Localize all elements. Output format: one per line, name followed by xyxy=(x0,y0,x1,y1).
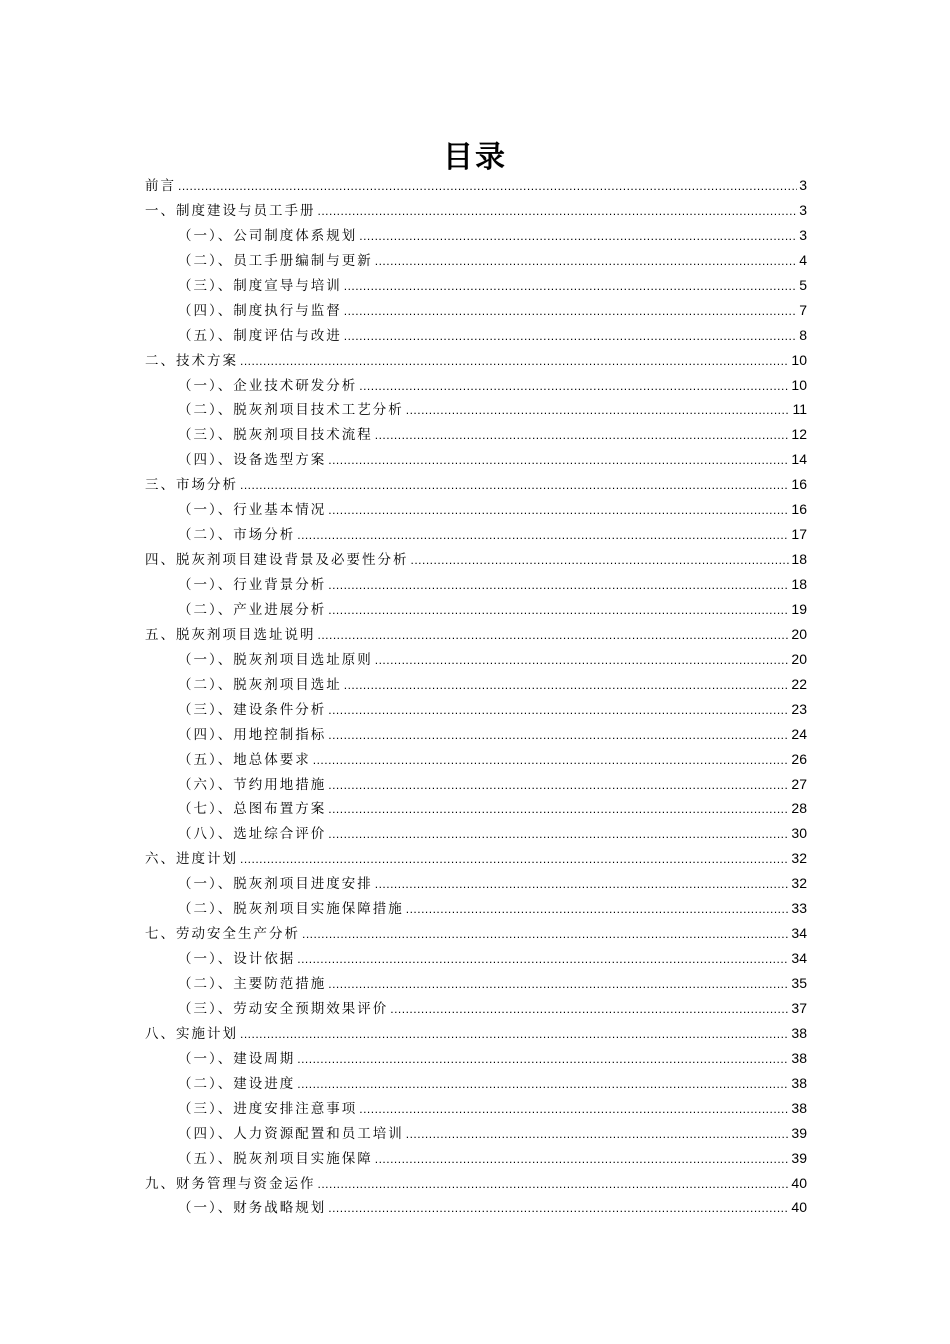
dot-leader xyxy=(240,1027,789,1041)
dot-leader xyxy=(375,653,790,667)
dot-leader xyxy=(328,503,789,517)
dot-leader xyxy=(328,603,789,617)
toc-entry-label: 二、技术方案 xyxy=(145,352,238,369)
toc-entry-label: （一）、设计依据 xyxy=(178,951,296,968)
toc-page-number: 20 xyxy=(791,625,807,642)
toc-entry-label: （二）、脱灰剂项目技术工艺分析 xyxy=(178,402,404,419)
dot-leader xyxy=(302,927,789,941)
toc-entry-label: （一）、财务战略规划 xyxy=(178,1200,327,1217)
toc-page-number: 12 xyxy=(791,426,807,443)
toc-subentry[interactable] xyxy=(145,1196,807,1221)
toc-page-number: 23 xyxy=(791,700,807,717)
toc-subentry[interactable] xyxy=(145,972,807,997)
dot-leader xyxy=(390,1002,789,1016)
toc-entry-label: （二）、建设进度 xyxy=(178,1075,296,1092)
dot-leader xyxy=(328,703,789,717)
toc-entry-label: （五）、脱灰剂项目实施保障 xyxy=(178,1150,373,1167)
toc-subentry[interactable] xyxy=(145,673,807,698)
toc-entry-label: （一）、脱灰剂项目选址原则 xyxy=(178,651,373,668)
dot-leader xyxy=(344,279,797,293)
toc-subentry[interactable] xyxy=(145,773,807,798)
toc-page-number: 26 xyxy=(791,750,807,767)
dot-leader xyxy=(406,902,790,916)
dot-leader xyxy=(375,254,797,268)
toc-page-number: 32 xyxy=(791,875,807,892)
toc-entry[interactable] xyxy=(145,847,807,872)
toc-page-number: 30 xyxy=(791,825,807,842)
toc-entry-label: （四）、设备选型方案 xyxy=(178,452,327,469)
toc-subentry[interactable] xyxy=(145,1147,807,1172)
dot-leader xyxy=(359,229,797,243)
dot-leader xyxy=(240,354,789,368)
toc-subentry[interactable] xyxy=(145,947,807,972)
toc-subentry[interactable] xyxy=(145,997,807,1022)
toc-entry[interactable] xyxy=(145,623,807,648)
dot-leader xyxy=(178,179,797,193)
toc-entry-label: 八、实施计划 xyxy=(145,1025,238,1042)
table-of-contents xyxy=(145,174,807,1221)
dot-leader xyxy=(411,553,790,567)
dot-leader xyxy=(240,478,789,492)
toc-subentry[interactable] xyxy=(145,1097,807,1122)
toc-entry[interactable] xyxy=(145,1022,807,1047)
toc-subentry[interactable] xyxy=(145,249,807,274)
toc-entry[interactable] xyxy=(145,922,807,947)
toc-entry-label: 六、进度计划 xyxy=(145,851,238,868)
toc-page-number: 18 xyxy=(791,551,807,568)
dot-leader xyxy=(297,528,789,542)
toc-page-number: 10 xyxy=(791,376,807,393)
dot-leader xyxy=(328,778,789,792)
toc-page-number: 3 xyxy=(799,201,807,218)
toc-subentry[interactable] xyxy=(145,224,807,249)
toc-entry-label: （三）、制度宣导与培训 xyxy=(178,277,342,294)
toc-page-number: 39 xyxy=(791,1124,807,1141)
toc-page-number: 20 xyxy=(791,650,807,667)
toc-entry-label: （一）、行业背景分析 xyxy=(178,577,327,593)
toc-subentry[interactable] xyxy=(145,872,807,897)
toc-entry-label: （三）、劳动安全预期效果评价 xyxy=(178,1000,389,1017)
toc-subentry[interactable] xyxy=(145,324,807,349)
toc-entry[interactable] xyxy=(145,548,807,573)
toc-entry-label: （三）、进度安排注意事项 xyxy=(178,1100,358,1117)
toc-page-number: 33 xyxy=(791,900,807,917)
toc-page-number: 28 xyxy=(791,800,807,817)
toc-subentry[interactable] xyxy=(145,648,807,673)
toc-entry-label: （四）、用地控制指标 xyxy=(178,726,327,743)
toc-entry-label: （五）、制度评估与改进 xyxy=(178,327,342,344)
toc-subentry[interactable] xyxy=(145,698,807,723)
toc-page-number: 38 xyxy=(791,1099,807,1116)
toc-entry-label: 七、劳动安全生产分析 xyxy=(145,926,300,943)
toc-entry-label: （二）、市场分析 xyxy=(178,527,296,544)
toc-entry-label: （三）、脱灰剂项目技术流程 xyxy=(178,427,373,444)
dot-leader xyxy=(406,1127,790,1141)
toc-subentry[interactable] xyxy=(145,573,807,598)
toc-page-number: 3 xyxy=(799,177,807,193)
dot-leader xyxy=(375,877,790,891)
dot-leader xyxy=(328,1201,789,1215)
toc-page-number: 8 xyxy=(799,326,807,343)
toc-subentry[interactable] xyxy=(145,723,807,748)
dot-leader xyxy=(344,678,790,692)
toc-entry-label: 九、财务管理与资金运作 xyxy=(145,1175,316,1192)
toc-subentry[interactable] xyxy=(145,299,807,324)
toc-page-number: 17 xyxy=(791,526,807,543)
toc-page-number: 38 xyxy=(791,1024,807,1041)
toc-page-number: 39 xyxy=(791,1149,807,1166)
toc-page-number: 4 xyxy=(799,251,807,268)
toc-entry[interactable] xyxy=(145,349,807,374)
dot-leader xyxy=(328,728,789,742)
toc-entry-label: （一）、行业基本情况 xyxy=(178,502,327,519)
toc-subentry[interactable] xyxy=(145,423,807,448)
dot-leader xyxy=(406,403,791,417)
dot-leader xyxy=(240,852,789,866)
toc-page-number: 24 xyxy=(791,725,807,742)
toc-page-number: 16 xyxy=(791,501,807,518)
toc-page-number: 16 xyxy=(791,476,807,493)
toc-subentry[interactable] xyxy=(145,1122,807,1147)
dot-leader xyxy=(328,453,789,467)
toc-entry[interactable] xyxy=(145,473,807,498)
toc-page-number: 5 xyxy=(799,276,807,293)
dot-leader xyxy=(297,1077,789,1091)
toc-subentry[interactable] xyxy=(145,822,807,847)
toc-subentry[interactable] xyxy=(145,398,807,423)
dot-leader xyxy=(297,952,789,966)
toc-entry-label: （一）、建设周期 xyxy=(178,1050,296,1067)
toc-entry-label: （三）、建设条件分析 xyxy=(178,701,327,718)
toc-page-number: 19 xyxy=(791,600,807,617)
toc-entry-label: （五）、地总体要求 xyxy=(178,751,311,768)
toc-page-number: 40 xyxy=(791,1199,807,1216)
dot-leader xyxy=(359,379,789,393)
toc-entry[interactable] xyxy=(145,174,807,199)
toc-page-number: 35 xyxy=(791,975,807,991)
toc-subentry[interactable] xyxy=(145,498,807,523)
dot-leader xyxy=(375,1152,790,1166)
dot-leader xyxy=(318,628,790,642)
dot-leader xyxy=(318,1177,790,1191)
toc-page-number: 11 xyxy=(792,401,807,418)
toc-page-number: 37 xyxy=(791,999,807,1016)
toc-entry[interactable] xyxy=(145,1172,807,1197)
toc-subentry[interactable] xyxy=(145,1072,807,1097)
toc-entry-label: （四）、制度执行与监督 xyxy=(178,302,342,319)
dot-leader xyxy=(375,428,790,442)
dot-leader xyxy=(328,578,789,592)
toc-entry-label: （二）、脱灰剂项目选址 xyxy=(178,676,342,693)
toc-entry[interactable] xyxy=(145,199,807,224)
toc-page-number: 14 xyxy=(791,451,807,468)
toc-subentry[interactable] xyxy=(145,374,807,399)
toc-title: 目录 xyxy=(443,140,507,175)
toc-entry-label: （二）、脱灰剂项目实施保障措施 xyxy=(178,901,404,918)
toc-entry-label: （六）、节约用地措施 xyxy=(178,776,327,793)
toc-page-number: 40 xyxy=(791,1174,807,1191)
toc-entry-label: 五、脱灰剂项目选址说明 xyxy=(145,626,316,643)
toc-subentry[interactable] xyxy=(145,523,807,548)
dot-leader xyxy=(297,1052,789,1066)
toc-page-number: 7 xyxy=(799,301,807,318)
toc-page-number: 38 xyxy=(791,1049,807,1066)
dot-leader xyxy=(318,204,798,218)
toc-page-number: 34 xyxy=(791,925,807,942)
toc-page-number: 3 xyxy=(799,226,807,243)
toc-entry-label: （二）、产业进展分析 xyxy=(178,601,327,618)
toc-subentry[interactable] xyxy=(145,448,807,473)
toc-entry-label: （八）、选址综合评价 xyxy=(178,826,327,843)
dot-leader xyxy=(328,827,789,841)
dot-leader xyxy=(359,1102,789,1116)
dot-leader xyxy=(344,304,797,318)
toc-entry-label: （一）、企业技术研发分析 xyxy=(178,377,358,394)
toc-entry-label: （一）、公司制度体系规划 xyxy=(178,227,358,244)
toc-entry-label: （四）、人力资源配置和员工培训 xyxy=(178,1125,404,1142)
toc-page-number: 38 xyxy=(791,1074,807,1091)
toc-subentry[interactable] xyxy=(145,1047,807,1072)
toc-subentry[interactable] xyxy=(145,748,807,773)
toc-entry-label: 一、制度建设与员工手册 xyxy=(145,202,316,219)
toc-page-number: 10 xyxy=(791,351,807,368)
toc-entry-label: 前言 xyxy=(145,178,176,194)
toc-subentry[interactable] xyxy=(145,897,807,922)
toc-subentry[interactable] xyxy=(145,598,807,623)
toc-page-number: 32 xyxy=(791,850,807,867)
dot-leader xyxy=(344,329,797,343)
toc-page-number: 27 xyxy=(791,775,807,792)
toc-page-number: 34 xyxy=(791,950,807,967)
toc-entry-label: （一）、脱灰剂项目进度安排 xyxy=(178,876,373,893)
toc-subentry[interactable] xyxy=(145,274,807,299)
toc-page-number: 22 xyxy=(791,675,807,692)
toc-page-number: 18 xyxy=(791,576,807,592)
toc-subentry[interactable] xyxy=(145,797,807,822)
toc-entry-label: 四、脱灰剂项目建设背景及必要性分析 xyxy=(145,552,409,569)
dot-leader xyxy=(313,753,790,767)
toc-entry-label: （二）、主要防范措施 xyxy=(178,976,327,992)
dot-leader xyxy=(328,802,789,816)
toc-entry-label: （七）、总图布置方案 xyxy=(178,801,327,818)
dot-leader xyxy=(328,977,789,991)
toc-entry-label: （二）、员工手册编制与更新 xyxy=(178,252,373,269)
toc-entry-label: 三、市场分析 xyxy=(145,477,238,494)
